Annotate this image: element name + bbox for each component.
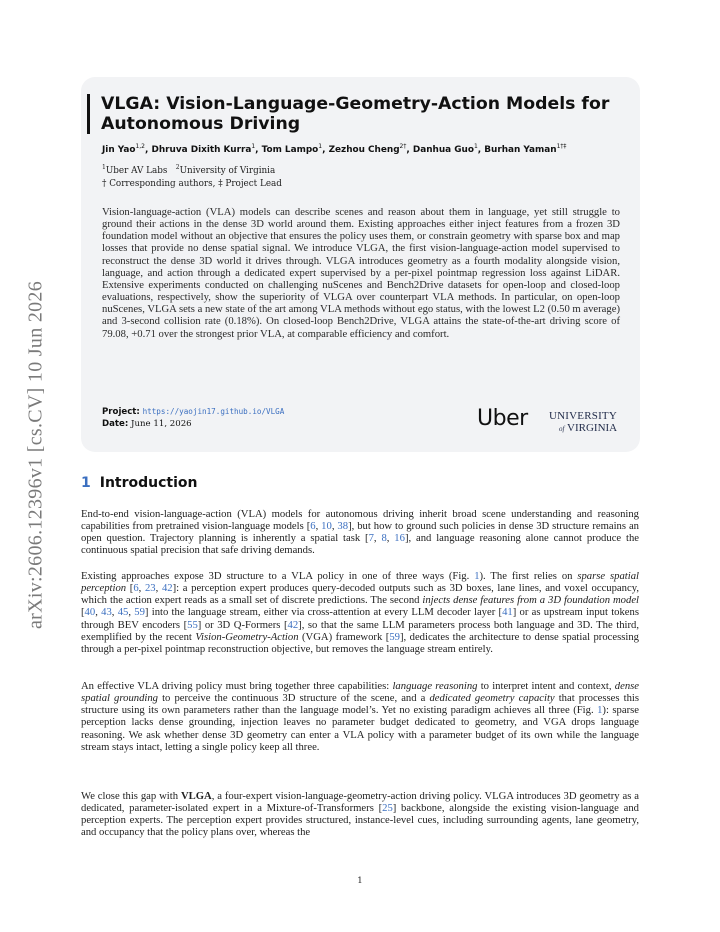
section-title: Introduction [99, 475, 198, 491]
paragraph-text: ] into the language stream, either via cross-attention at every LLM decoder layer [ [144, 607, 503, 619]
citation-link[interactable]: 25 [382, 803, 393, 815]
paragraph-text: to perceive the continuous 3D structure of the scene, and a [158, 693, 430, 705]
paragraph-text: [ [81, 607, 85, 619]
arxiv-stamp [16, 260, 56, 650]
author-name: Tom Lampo [261, 144, 319, 155]
citation-link[interactable]: 8 [381, 533, 387, 545]
paragraph-text: , [155, 583, 162, 595]
project-meta [102, 406, 284, 430]
author-notes: † Corresponding authors, ‡ Project Lead [102, 178, 282, 189]
project-label: Project: [102, 407, 140, 417]
uva-logo-of: of [559, 425, 565, 433]
citation-link[interactable]: 59 [134, 607, 145, 619]
paragraph-text: , [111, 607, 118, 619]
citation-link[interactable]: 42 [161, 583, 173, 595]
paragraph-text: An effective VLA driving policy must bring together three capabilities: [81, 681, 393, 692]
author-name: Jin Yao [102, 144, 136, 155]
paragraph-3 [81, 681, 639, 754]
page-number: 1 [357, 876, 363, 886]
paragraph-4 [81, 791, 639, 840]
citation-link[interactable]: 1 [474, 571, 480, 582]
paragraph-text: , [95, 607, 102, 619]
paragraph-text: , [331, 521, 338, 533]
emphasis-text: language reasoning [392, 681, 478, 692]
author-sup: 1 [251, 143, 256, 150]
citation-link[interactable]: 23 [144, 583, 156, 595]
paragraph-text: , [386, 533, 395, 545]
citation-link[interactable]: 55 [187, 619, 198, 631]
citation-link[interactable]: 38 [337, 521, 349, 533]
paragraph-text: , [373, 533, 382, 545]
arxiv-stamp-text: arXiv:2606.12396v1 [cs.CV] 10 Jun 2026 [24, 280, 47, 630]
author-name: Burhan Yaman [484, 144, 557, 155]
paragraph-text: ] backbone, alongside the existing vision-language and perception experts. The perception expert provides structured, instance-level cues, including surrounding agents, lane geometry, and occupancy that the policy plans over, whereas the [81, 803, 639, 839]
affiliation-sup: 1 [102, 164, 106, 171]
affiliation-uber: Uber AV Labs [105, 165, 168, 176]
citation-link[interactable]: 6 [310, 521, 316, 533]
paragraph-text: ]: a perception expert produces query-decoded outputs such as 3D boxes, lane lines, and voxel occupancy, which the action expert reads as a small set of discrete predictions. The second [81, 583, 639, 607]
paragraph-text: , a four-expert vision-language-geometry-action driving policy. VLGA introduces 3D geometry as a dedicated, parameter-isolated expert in a Mixture-of-Transformers [ [81, 791, 640, 815]
paragraph-text: ): sparse perception lacks dense grounding, injection leaves no parameter budget dedicated to geometry, and VGA drops language reasoning. We ask whether dense 3D geometry can enter a VLA policy with a parameter budget of its own while the language stream stays intact, letting a single policy keep all three. [81, 705, 639, 753]
author-name: Zezhou Cheng [328, 144, 400, 155]
paragraph-text: We close this gap with [81, 791, 181, 802]
paragraph-text: , [128, 607, 135, 619]
date-value: June 11, 2026 [131, 419, 192, 429]
affiliations [102, 161, 282, 191]
uber-logo: Uber [477, 406, 528, 431]
affiliation-sup: 2 [175, 164, 180, 171]
emphasis-text: Vision-Geometry-Action [195, 631, 299, 643]
section-heading [81, 475, 198, 491]
project-link[interactable]: https://yaojin17.github.io/VLGA [142, 407, 285, 416]
author-list: Jin Yao$^{1,2}$, Dhruva Dixith Kurra$^1$, Tom Lampo$^1$, Zezhou Cheng$^{2\dagger}$, Danhua Guo$^1$, Burhan Yaman$^{1\dagger\ddagger}$ [102, 143, 567, 155]
emphasis-text: sparse spatial perception [81, 571, 639, 595]
author-sup: 1 [318, 143, 323, 150]
affiliation-uva: University of Virginia [179, 165, 276, 176]
author-sup: 2† [399, 143, 407, 150]
emphasis-text: dedicated geometry capacity [429, 693, 555, 705]
paragraph-text: (VGA) framework [ [298, 631, 390, 643]
paragraph-text: Existing approaches expose 3D structure to a VLA policy in one of three ways (Fig. [81, 571, 475, 582]
uva-logo-line2: VIRGINIA [567, 422, 618, 434]
citation-link[interactable]: 1 [597, 705, 603, 717]
paragraph-text: ], but how to ground such policies in dense 3D structure remains an open question. Trajectory planning is inherently a spatial task [ [81, 521, 639, 545]
emphasis-text: dense spatial grounding [81, 681, 640, 705]
emphasis-text: injects dense features from a 3D foundation model [422, 595, 639, 607]
author-name: Dhruva Dixith Kurra [151, 144, 252, 155]
uva-logo [549, 410, 623, 434]
model-name: VLGA [180, 791, 212, 802]
citation-link[interactable]: 7 [368, 533, 374, 545]
paragraph-text: [ [126, 583, 134, 595]
paragraph-text: ], dedicates the architecture to dense spatial processing through a per-pixel pointmap reconstruction objective, but removes the language stream entirely. [81, 631, 639, 655]
author-sup: 1 [473, 143, 478, 150]
citation-link[interactable]: 41 [502, 607, 513, 619]
citation-link[interactable]: 43 [101, 607, 112, 619]
paragraph-text: ] or 3D Q-Formers [ [197, 619, 288, 631]
paragraph-text: End-to-end vision-language-action (VLA) models for autonomous driving inherit broad scene understanding and reasoning capabilities from pretrained vision-language models [ [81, 509, 639, 533]
paper-title: VLGA: Vision-Language-Geometry-Action Models for Autonomous Driving [87, 94, 621, 134]
author-sup: 1†‡ [556, 143, 567, 150]
citation-link[interactable]: 40 [84, 607, 96, 619]
citation-link[interactable]: 45 [117, 607, 129, 619]
paragraph-text: ] or as upstream input tokens through BEV encoders [ [81, 607, 639, 631]
author-name: Danhua Guo [412, 144, 474, 155]
paragraph-text: that processes this structure using its own parameters rather than the language model’s. Yet no existing paradigm achieves all three (Fig. [81, 693, 639, 717]
paragraph-text: ], and language reasoning alone cannot produce the continuous spatial precision that safe driving demands. [81, 533, 639, 557]
paragraph-text: ], so that the same LLM parameters process both language and 3D. The third, exemplified by the recent [81, 619, 639, 643]
citation-link[interactable]: 16 [394, 533, 405, 545]
paragraph-text: , [138, 583, 145, 595]
paragraph-2 [81, 571, 639, 656]
paragraph-text: ). The first relies on [479, 571, 578, 582]
citation-link[interactable]: 42 [287, 619, 299, 631]
citation-link[interactable]: 10 [321, 521, 332, 533]
section-number: 1 [81, 475, 91, 491]
citation-link[interactable]: 59 [389, 631, 400, 643]
author-sup: 1,2 [135, 143, 145, 150]
citation-link[interactable]: 6 [133, 583, 139, 595]
uva-logo-line1: UNIVERSITY [549, 410, 617, 422]
paragraph-text: , [315, 521, 322, 533]
date-label: Date: [102, 419, 129, 429]
paragraph-1 [81, 509, 639, 558]
paragraph-text: to interpret intent and context, [477, 681, 615, 692]
abstract: Vision-language-action (VLA) models can describe scenes and reason about them in language, yet still struggle to ground their actions in the dense 3D world around them. Existing approaches either inject features from a frozen 3D foundation model without an objective that ensures the policy uses them, or constrain geometry with sparse box and map losses that provide no dense spatial signal. We introduce VLGA, the first vision-language-action model supervised to reconstruct the dense 3D world it drives through. VLGA introduces geometry as a fourth modality alongside vision, language, and action through a dedicated expert supervised by a per-pixel pointmap regression loss against LiDAR. Extensive experiments conducted on challenging nuScenes and Bench2Drive datasets for open-loop and closed-loop evaluations, respectively, show the superiority of VLGA over counterpart VLA methods. In particular, on open-loop nuScenes, VLGA sets a new state of the art among VLA methods without ego status, with the lowest L2 (0.50 m average) and 3-second collision rate (0.18%). On closed-loop Bench2Drive, VLGA attains the state-of-the-art driving score of 79.08, +0.71 over the strongest prior VLA, at comparable efficiency and comfort. [102, 207, 620, 340]
